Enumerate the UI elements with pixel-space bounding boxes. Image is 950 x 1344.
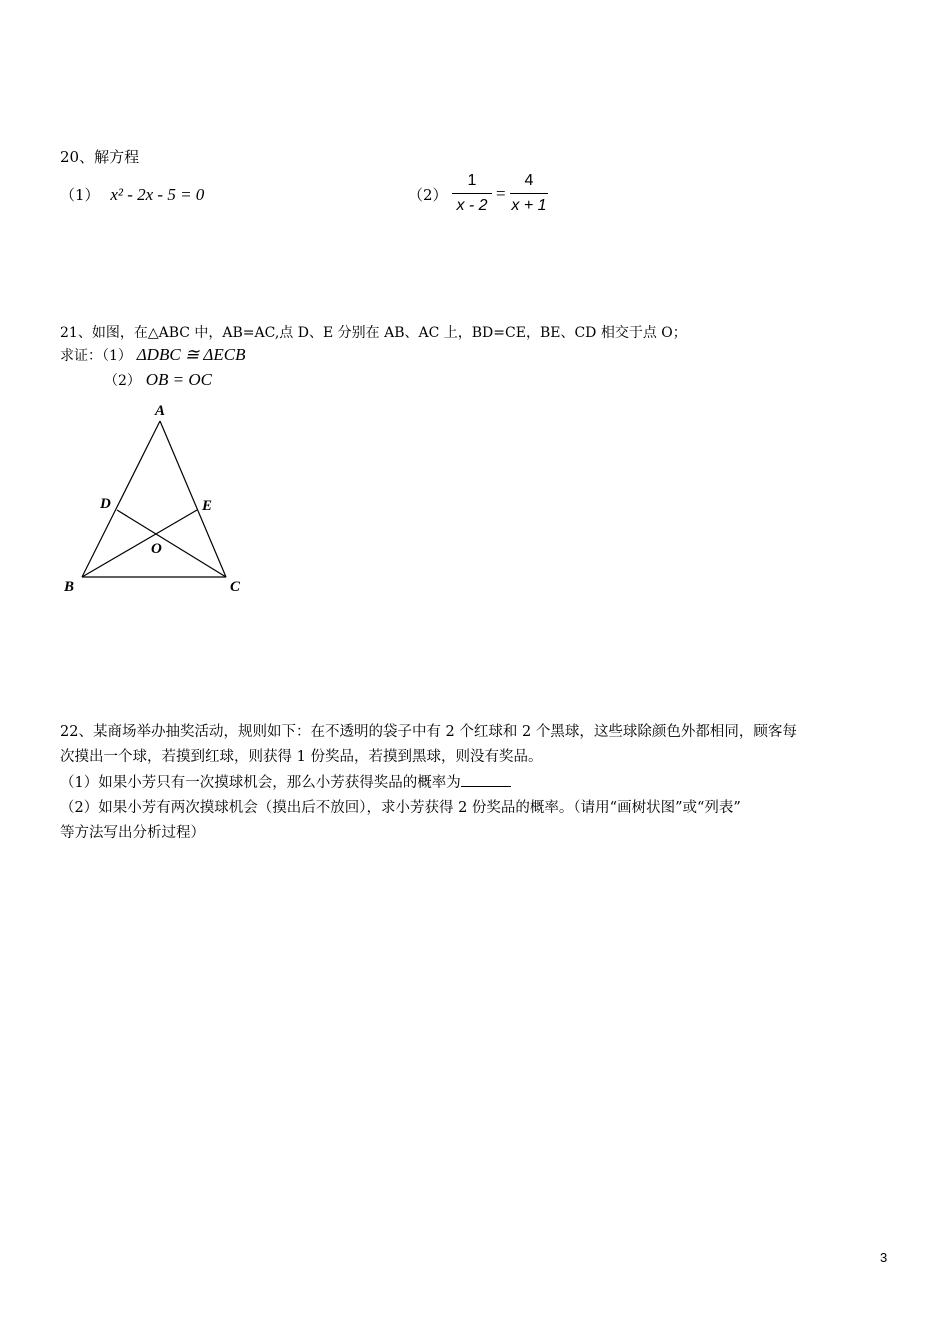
vertex-label-B: B xyxy=(64,579,75,595)
q20-rhs-denominator: x + 1 xyxy=(511,197,547,214)
q20-part1-label: （1） xyxy=(60,186,100,204)
q20-part2-label: （2） xyxy=(408,186,448,204)
q21-claim2-label: （2） xyxy=(104,373,141,389)
q22-part1 xyxy=(60,771,511,792)
q20-lhs-denominator: x - 2 xyxy=(456,197,488,214)
q20-heading: 20、解方程 xyxy=(60,148,140,166)
segment-CD xyxy=(117,510,226,577)
q22-line1: 22、某商场举办抽奖活动，规则如下：在不透明的袋子中有 2 个红球和 2 个黑球，这些球除颜色外都相同，顾客每 xyxy=(60,724,797,740)
q21-prove-label: 求证：（1） xyxy=(60,348,132,364)
point-label-E: E xyxy=(202,498,213,514)
q21-claim1-text: ΔDBC ≅ ΔECB xyxy=(136,345,246,364)
point-label-O: O xyxy=(151,541,162,557)
answer-blank[interactable] xyxy=(461,772,511,787)
vertex-label-C: C xyxy=(230,579,241,595)
page-number: 3 xyxy=(880,1250,888,1265)
q21-claim2-text: OB = OC xyxy=(145,370,212,389)
q20-rhs-numerator: 4 xyxy=(524,172,534,189)
vertex-label-A: A xyxy=(155,403,166,419)
q22-part2-line1: （2）如果小芳有两次摸球机会（摸出后不放回），求小芳获得 2 份奖品的概率。（请用“画树状图”或“列表” xyxy=(60,800,741,816)
q20-lhs-numerator: 1 xyxy=(467,172,477,189)
q21-statement: 21、如图，在△ABC 中，AB=AC,点 D、E 分别在 AB、AC 上，BD=CE，BE、CD 相交于点 O； xyxy=(60,325,687,341)
q22-part1-text: （1）如果小芳只有一次摸球机会，那么小芳获得奖品的概率为 xyxy=(60,775,461,791)
q20-part1-equation: x² - 2x - 5 = 0 xyxy=(110,185,205,204)
segment-AC xyxy=(160,421,226,577)
q20-part2-equals: = xyxy=(496,184,506,203)
point-label-D: D xyxy=(100,496,111,512)
q22-part2-line2: 等方法写出分析过程） xyxy=(60,825,205,841)
q22-line2: 次摸出一个球，若摸到红球，则获得 1 份奖品，若摸到黑球，则没有奖品。 xyxy=(60,749,543,765)
